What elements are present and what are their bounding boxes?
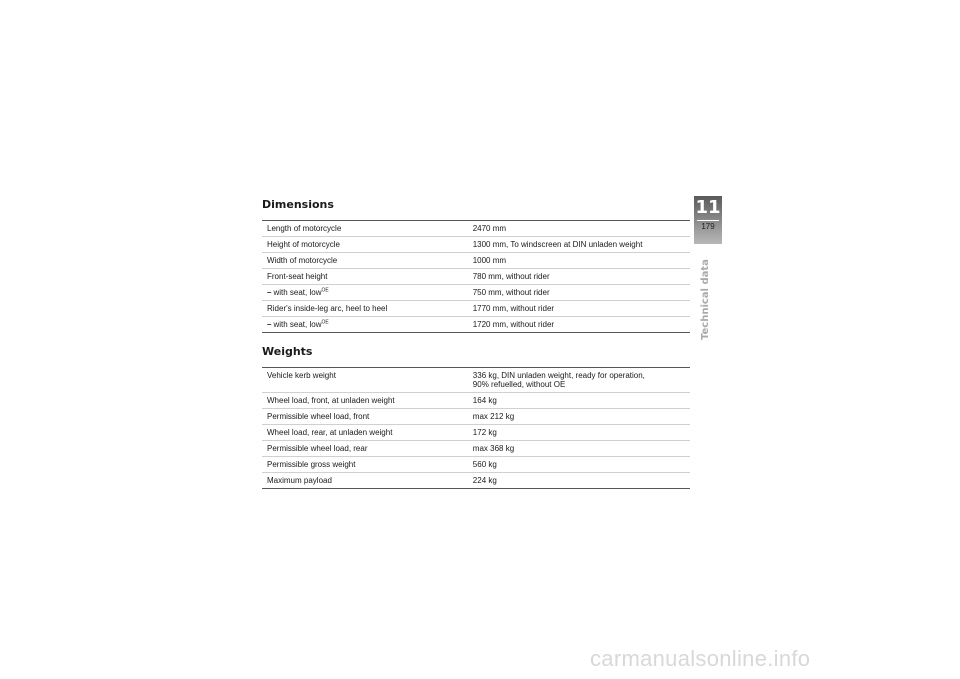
table-row <box>262 368 690 393</box>
row-label-text: with seat, low <box>273 288 322 297</box>
row-value: 560 kg <box>468 457 690 473</box>
row-label: Length of motorcycle <box>262 221 468 237</box>
weights-heading: Weights <box>262 345 313 358</box>
sub-item-dash: – <box>267 320 272 329</box>
row-value: max 368 kg <box>468 441 690 457</box>
table-row <box>262 425 690 441</box>
row-label: Wheel load, front, at unladen weight <box>262 393 468 409</box>
row-value: 164 kg <box>468 393 690 409</box>
row-value: 1720 mm, without rider <box>468 317 690 333</box>
table-row <box>262 221 690 237</box>
row-value: 1770 mm, without rider <box>468 301 690 317</box>
chapter-title-text: Technical data <box>700 259 711 340</box>
row-label: Vehicle kerb weight <box>262 368 468 393</box>
row-label: Wheel load, rear, at unladen weight <box>262 425 468 441</box>
table-row <box>262 253 690 269</box>
oe-superscript: OE <box>321 287 329 294</box>
table-row <box>262 409 690 425</box>
row-value: 224 kg <box>468 473 690 489</box>
row-value: max 212 kg <box>468 409 690 425</box>
chapter-tab <box>694 196 722 244</box>
row-value: 750 mm, without rider <box>468 285 690 301</box>
row-label: Rider's inside-leg arc, heel to heel <box>262 301 468 317</box>
table-row <box>262 457 690 473</box>
table-row <box>262 269 690 285</box>
row-label <box>262 317 468 333</box>
page-content <box>262 198 690 489</box>
table-row <box>262 237 690 253</box>
page-number: 179 <box>701 222 715 231</box>
oe-superscript: OE <box>321 319 329 326</box>
table-row <box>262 393 690 409</box>
row-label: Height of motorcycle <box>262 237 468 253</box>
row-value <box>468 368 690 393</box>
sub-item-dash: – <box>267 288 272 297</box>
row-label <box>262 285 468 301</box>
row-label-text: with seat, low <box>273 320 322 329</box>
row-value: 2470 mm <box>468 221 690 237</box>
row-value-line: 336 kg, DIN unladen weight, ready for operation, <box>472 371 645 380</box>
row-label: Front-seat height <box>262 269 468 285</box>
table-row <box>262 473 690 489</box>
table-row <box>262 285 690 301</box>
row-label: Maximum payload <box>262 473 468 489</box>
row-label: Permissible wheel load, rear <box>262 441 468 457</box>
dimensions-heading: Dimensions <box>262 198 334 211</box>
row-value: 172 kg <box>468 425 690 441</box>
row-label: Permissible wheel load, front <box>262 409 468 425</box>
table-row <box>262 441 690 457</box>
watermark: carmanualsonline.info <box>590 646 811 671</box>
row-value-line: 90% refuelled, without OE <box>472 380 566 389</box>
dimensions-table <box>262 220 690 333</box>
row-value: 1000 mm <box>468 253 690 269</box>
row-label: Width of motorcycle <box>262 253 468 269</box>
table-row <box>262 317 690 333</box>
row-value: 1300 mm, To windscreen at DIN unladen weight <box>468 237 690 253</box>
weights-table <box>262 367 690 489</box>
row-value: 780 mm, without rider <box>468 269 690 285</box>
chapter-number: 11 <box>695 197 721 218</box>
row-label: Permissible gross weight <box>262 457 468 473</box>
table-row <box>262 301 690 317</box>
